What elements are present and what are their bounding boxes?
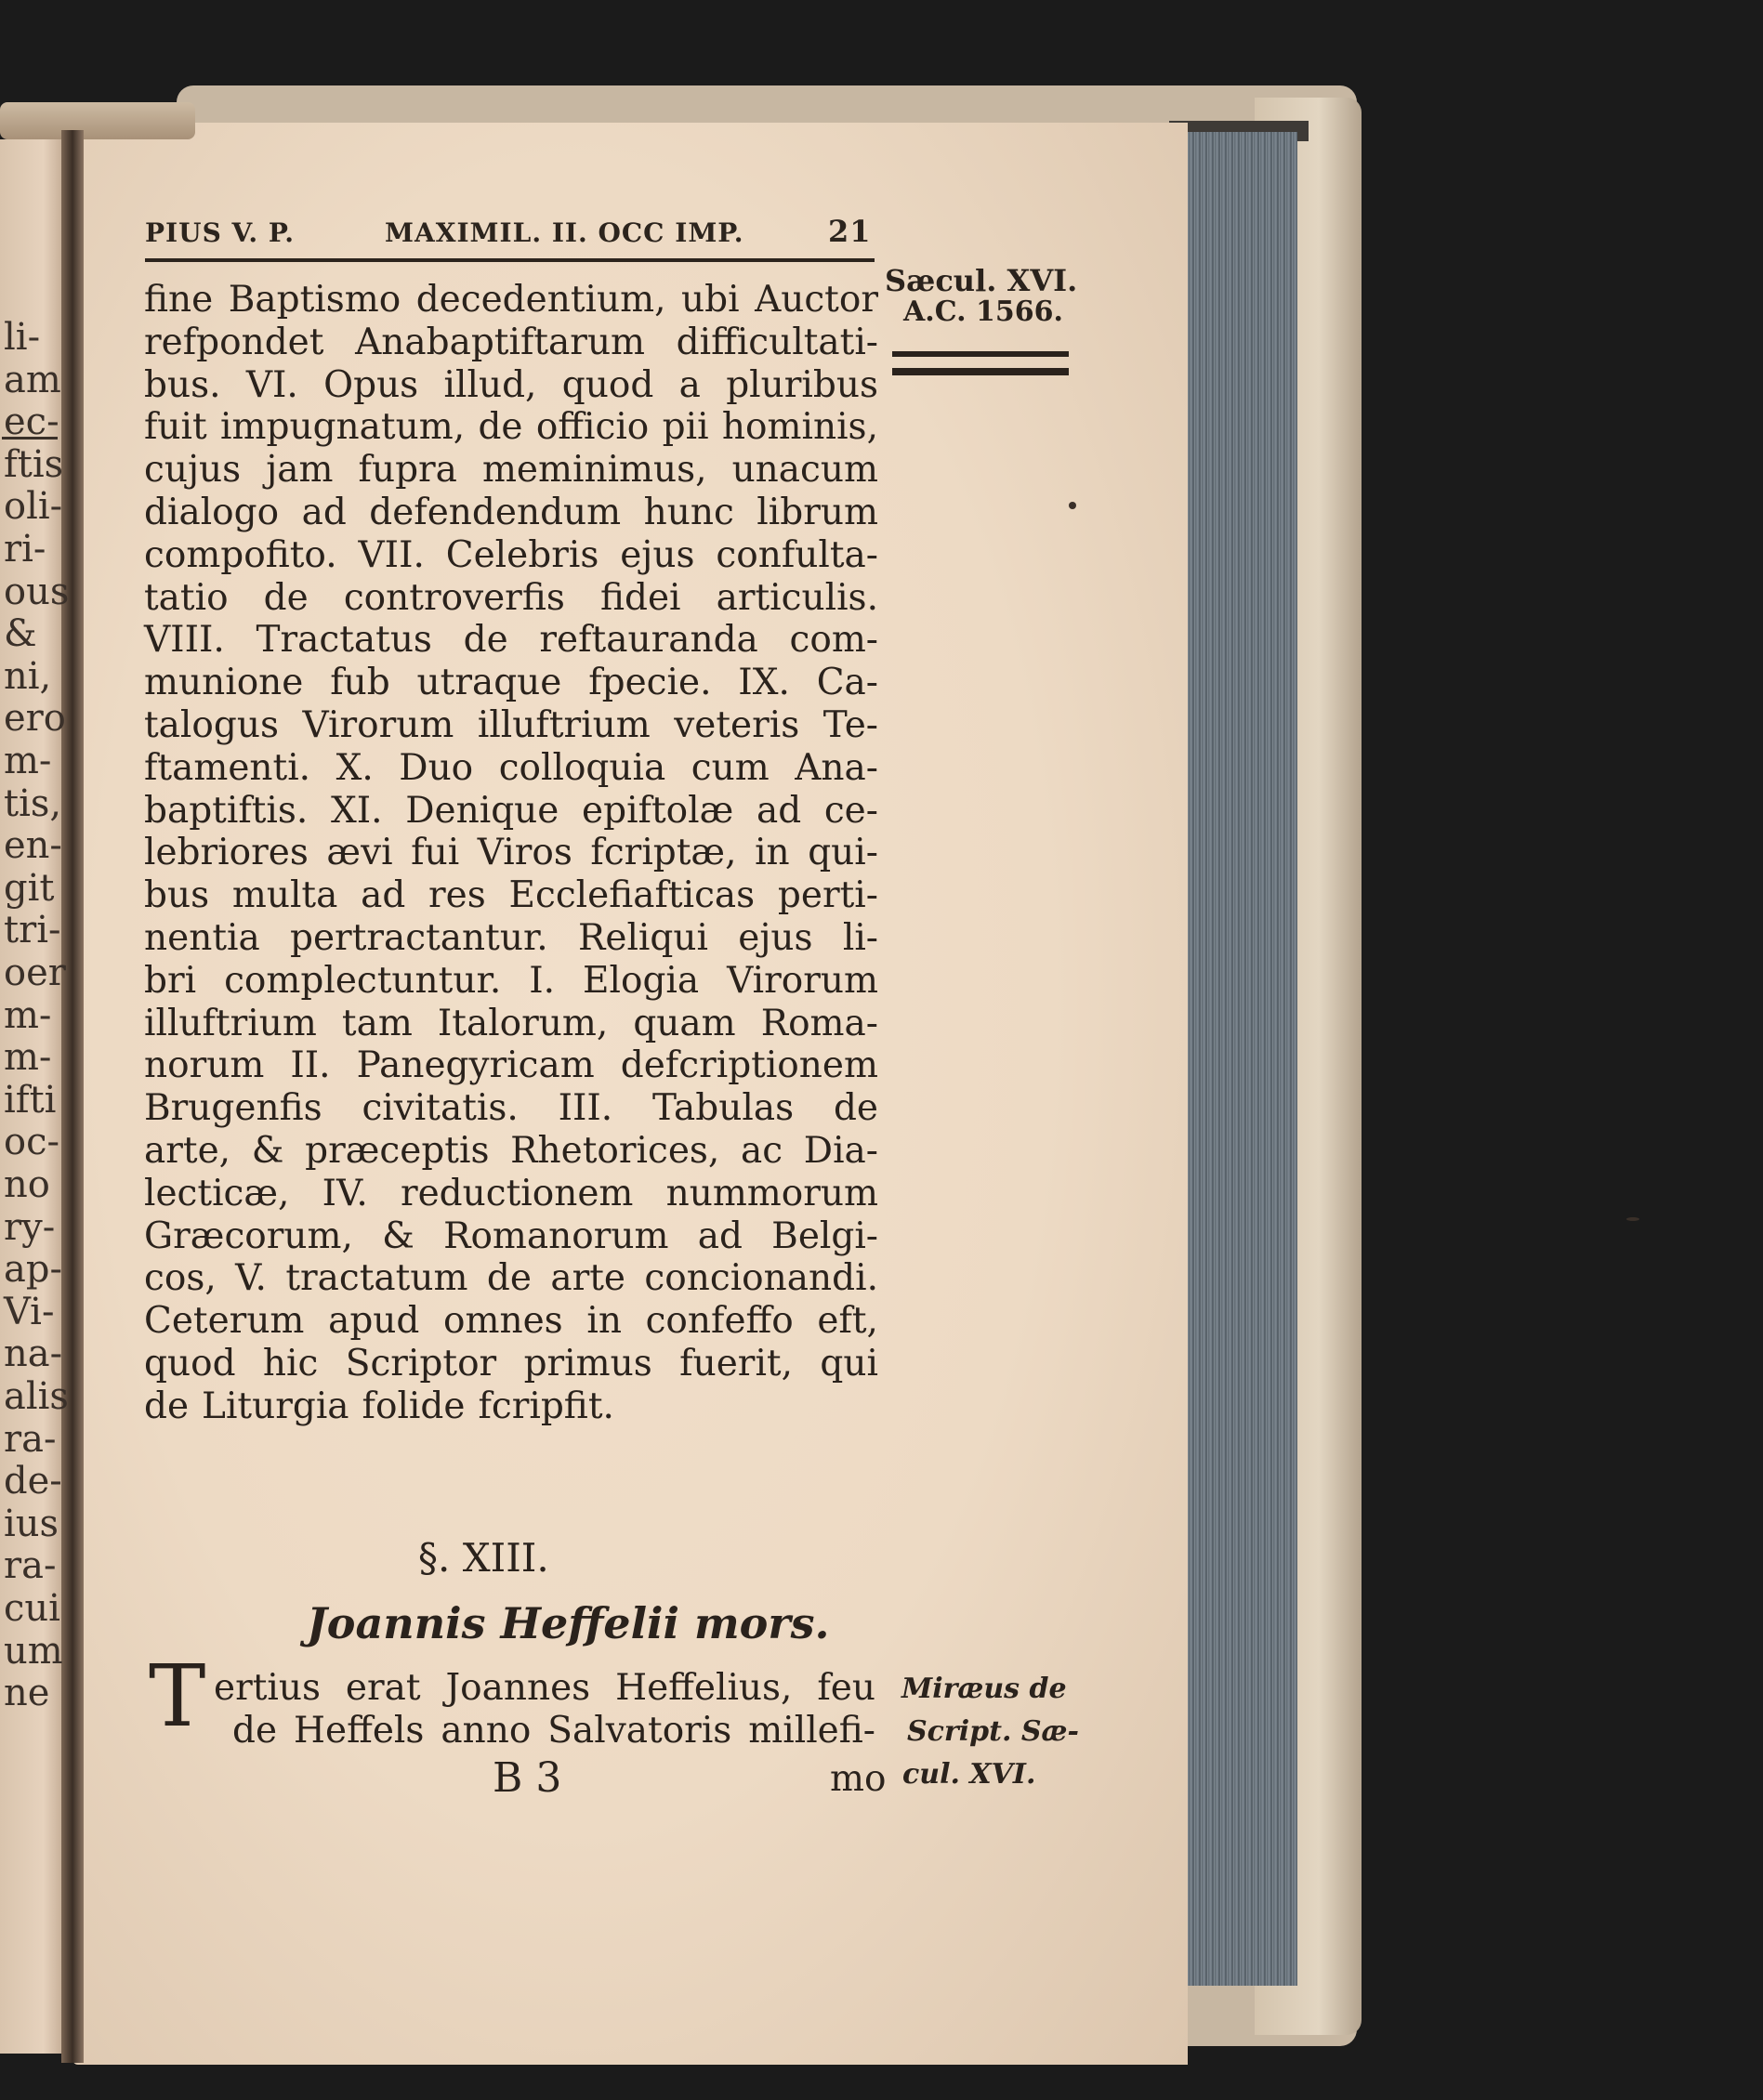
body-text bbox=[144, 279, 878, 1428]
margin-note-source: cul. XVI. bbox=[902, 1758, 1036, 1791]
left-page-fragment: Vi- bbox=[4, 1290, 55, 1333]
section-title: Joannis Heffelii mors. bbox=[307, 1598, 830, 1648]
body-line: compofito. VII. Celebris ejus confulta- bbox=[144, 533, 878, 576]
page-block-edges bbox=[1169, 132, 1297, 1986]
left-page-fragment: ap- bbox=[4, 1248, 62, 1292]
body-line: de Liturgia folide fcripfit. bbox=[144, 1385, 614, 1427]
left-page-fragment: git bbox=[4, 866, 55, 910]
body-line: nentia pertractantur. Reliqui ejus li- bbox=[144, 916, 878, 959]
page-number: 21 bbox=[828, 214, 872, 249]
drop-cap: T bbox=[149, 1647, 206, 1746]
margin-rule-thick bbox=[892, 368, 1069, 375]
body-line: bus multa ad res Ecclefiafticas perti- bbox=[144, 874, 878, 917]
body-line: norum II. Panegyricam defcriptionem bbox=[144, 1044, 878, 1087]
body-line: fuit impugnatum, de officio pii hominis, bbox=[144, 406, 878, 449]
left-page-fragment: ry- bbox=[4, 1205, 56, 1249]
header-center: MAXIMIL. II. OCC IMP. bbox=[385, 217, 744, 248]
running-header bbox=[145, 208, 870, 255]
paragraph-two-line: de Heffels anno Salvatoris millefi- bbox=[232, 1710, 875, 1752]
left-page-fragment: tri- bbox=[4, 909, 61, 952]
body-line: bus. VI. Opus illud, quod a pluribus bbox=[144, 363, 878, 406]
left-page-fragment: ec- bbox=[4, 400, 59, 444]
catchword: mo bbox=[830, 1758, 887, 1800]
left-page-fragment: ra- bbox=[4, 1544, 57, 1588]
left-page-fragment: na- bbox=[4, 1332, 63, 1376]
body-line: munione fub utraque fpecie. IX. Ca- bbox=[144, 662, 878, 704]
body-line: tatio de controverfis fidei articulis. bbox=[144, 576, 878, 619]
paper-speck bbox=[1069, 502, 1076, 509]
left-page-fragment: cui bbox=[4, 1587, 60, 1630]
left-page-fragment: ri- bbox=[4, 528, 46, 571]
left-page-fragment: en- bbox=[4, 824, 62, 868]
body-line: bri complectuntur. I. Elogia Virorum bbox=[144, 959, 878, 1002]
left-page-fragment: no bbox=[4, 1163, 50, 1206]
left-page-fragment: oc- bbox=[4, 1121, 59, 1164]
margin-note-source: Miræus de bbox=[901, 1673, 1067, 1705]
body-line: lecticæ, IV. reductionem nummorum bbox=[144, 1172, 878, 1214]
left-page-fragment: am bbox=[4, 358, 61, 401]
left-page-fragment: ero bbox=[4, 697, 66, 741]
paragraph-two-line: ertius erat Joannes Heffelius, feu bbox=[214, 1667, 875, 1709]
body-line: Græcorum, & Romanorum ad Belgi- bbox=[144, 1214, 878, 1257]
body-line: cos, V. tractatum de arte concionandi. bbox=[144, 1257, 878, 1300]
margin-note-year: A.C. 1566. bbox=[903, 295, 1063, 328]
body-line: quod hic Scriptor primus fuerit, qui bbox=[144, 1342, 878, 1385]
left-page-fragment: & bbox=[4, 612, 37, 656]
body-line: arte, & præceptis Rhetorices, ac Dia- bbox=[144, 1129, 878, 1172]
section-number: §. XIII. bbox=[418, 1535, 549, 1581]
margin-note-bottom bbox=[901, 1668, 1106, 1796]
body-line: Ceterum apud omnes in confeffo eft, bbox=[144, 1300, 878, 1343]
signature-mark: B 3 bbox=[493, 1754, 562, 1802]
body-line: dialogo ad defendendum hunc librum bbox=[144, 491, 878, 533]
left-page-fragment: tis, bbox=[4, 781, 62, 825]
left-page-fragment: um bbox=[4, 1629, 63, 1673]
margin-note-century: Sæcul. XVI. bbox=[885, 263, 1078, 298]
body-line: VIII. Tractatus de reftauranda com- bbox=[144, 619, 878, 662]
left-page-fragment: alis bbox=[4, 1375, 69, 1418]
margin-rule-thin bbox=[892, 351, 1069, 357]
body-line: refpondet Anabaptiftarum difficultati- bbox=[144, 321, 878, 363]
left-page-fragment: li- bbox=[4, 316, 41, 359]
body-line: fine Baptismo decedentium, ubi Auctor bbox=[144, 279, 878, 321]
background-speck bbox=[1626, 1217, 1639, 1221]
left-page-fragment: m- bbox=[4, 993, 52, 1037]
header-left: PIUS V. P. bbox=[145, 217, 296, 248]
left-page-fragment: ra- bbox=[4, 1417, 57, 1461]
paragraph-two bbox=[214, 1667, 875, 1752]
book-gutter bbox=[61, 130, 84, 2063]
binding-thread bbox=[0, 102, 195, 139]
left-page-fragment: m- bbox=[4, 1036, 52, 1080]
body-line: Brugenfis civitatis. III. Tabulas de bbox=[144, 1087, 878, 1130]
body-line: illuftrium tam Italorum, quam Roma- bbox=[144, 1002, 878, 1044]
body-line: baptiftis. XI. Denique epiftolæ ad ce- bbox=[144, 789, 878, 832]
left-page-fragment: oer bbox=[4, 952, 66, 994]
left-page-fragment: de- bbox=[4, 1460, 62, 1503]
body-line: ftamenti. X. Duo colloquia cum Ana- bbox=[144, 746, 878, 789]
left-page-fragment: ius bbox=[4, 1502, 59, 1545]
body-line: cujus jam fupra meminimus, unacum bbox=[144, 449, 878, 492]
header-rule bbox=[145, 258, 875, 262]
left-page-fragment: m- bbox=[4, 740, 52, 782]
margin-note-source: Script. Sæ- bbox=[907, 1715, 1079, 1748]
left-page-fragment: ous bbox=[4, 570, 70, 613]
left-page-fragment: oli- bbox=[4, 485, 63, 529]
left-page-fragment: ne bbox=[4, 1672, 50, 1715]
body-line: talogus Virorum illuftrium veteris Te- bbox=[144, 703, 878, 746]
left-page-fragment: ni, bbox=[4, 654, 52, 698]
left-page-fragment: ifti bbox=[4, 1078, 57, 1122]
left-page-fragment: ftis bbox=[4, 442, 64, 486]
body-line: lebriores ævi fui Viros fcriptæ, in qui- bbox=[144, 832, 878, 874]
